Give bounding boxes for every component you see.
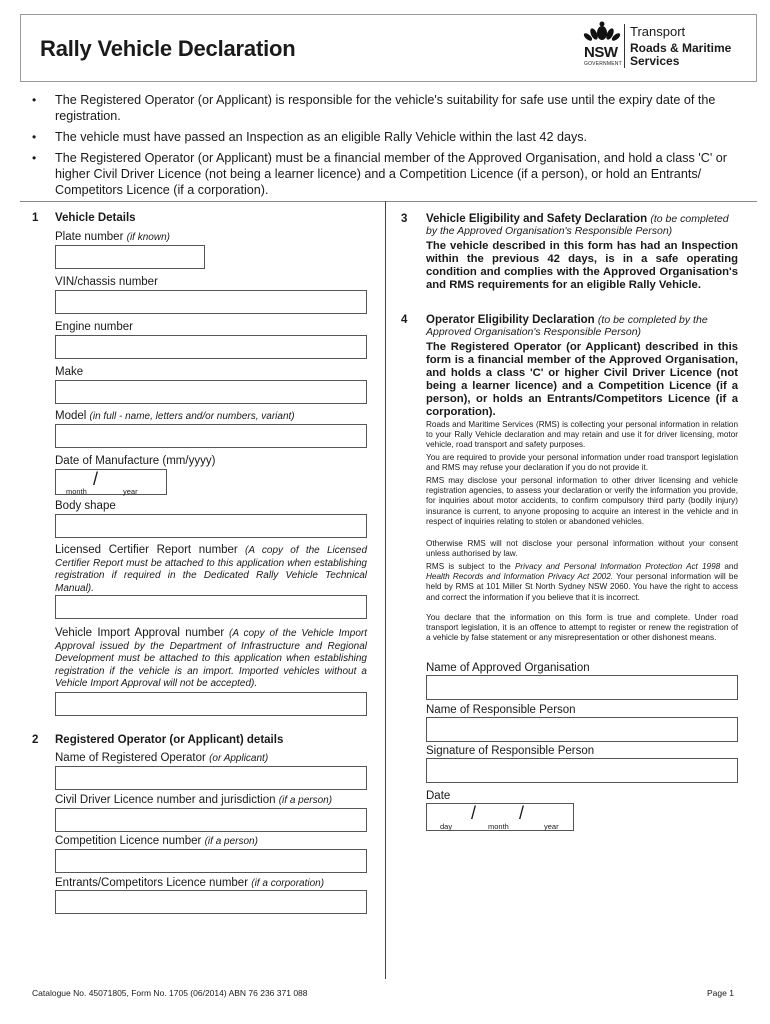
lcr-hint: (A copy of the Licensed Certifier Report must be attached to this application when establishing registration if required in the Dedicated Rally Vehicle Technical Manual).	[55, 545, 368, 594]
make-field[interactable]	[55, 380, 367, 404]
section2-number: 2	[32, 734, 39, 746]
date-slash: /	[93, 469, 99, 489]
bullet-dot: •	[32, 151, 37, 165]
entrants-licence-label-text: Entrants/Competitors Licence number	[55, 877, 249, 889]
competition-licence-label	[55, 835, 258, 847]
logo-transport: Transport	[630, 24, 686, 39]
logo-government: GOVERNMENT	[584, 61, 622, 67]
model-field[interactable]	[55, 424, 367, 448]
operator-name-hint: (or Applicant)	[209, 753, 269, 764]
section3-title	[426, 213, 742, 237]
logo-rms-line2: Services	[630, 54, 680, 68]
catalogue-info: Catalogue No. 45071805, Form No. 1705 (06/2014) ABN 76 236 371 088	[32, 988, 308, 998]
responsible-person-label: Name of Responsible Person	[426, 704, 576, 716]
plate-number-field[interactable]	[55, 245, 205, 269]
section2-title: Registered Operator (or Applicant) details	[55, 734, 284, 746]
privacy-para-4: Otherwise RMS will not disclose your personal information without your consent unless authorised by law.	[426, 539, 738, 559]
privacy-act-pre: RMS is subject to the	[426, 562, 515, 571]
lcr-label-text: Licensed Certifier Report number	[55, 544, 238, 556]
intro-bullets	[32, 92, 744, 203]
privacy-act-post: Your personal information will be held by RMS at 101 Miller St North Sydney NSW 2060. You have the right to access and correct the information if you believe that it is incorrect.	[426, 572, 739, 602]
responsible-person-field[interactable]	[426, 717, 738, 742]
month-caption: month	[66, 487, 87, 496]
privacy-act-mid: and	[720, 562, 739, 571]
org-label: Name of Approved Organisation	[426, 662, 590, 674]
entrants-licence-hint: (if a corporation)	[251, 878, 325, 889]
section3-number: 3	[401, 213, 408, 225]
via-number-field[interactable]	[55, 692, 367, 716]
via-label-text: Vehicle Import Approval number	[55, 627, 225, 639]
year-caption: year	[123, 487, 138, 496]
privacy-para-1: Roads and Maritime Services (RMS) is collecting your personal information in relation to your Rally Vehicle declaration and may retain and use it for driver licensing, motor vehicle, road transport and safety purposes.	[426, 420, 738, 450]
section4-declaration: The Registered Operator (or Applicant) described in this form is a financial member of the Approved Organisation, and holds a class 'C' or higher Civil Driver Licence (not being a learner licence) and a Competition Licence (if a person), or holds an Entrants/Competitors Licence (if a corporation).	[426, 341, 738, 418]
section4-number: 4	[401, 314, 408, 326]
operator-name-label	[55, 752, 268, 764]
month-caption: month	[488, 822, 509, 831]
via-hint: (A copy of the Vehicle Import Approval issued by the Department of Infrastructure and Regional Development must be attached to this application when establishing registration if the vehicle is an import. Imported vehicles without a Vehicle Import Approval will not be accepted).	[55, 628, 367, 689]
operator-name-field[interactable]	[55, 766, 367, 790]
section4-title	[426, 314, 742, 338]
operator-name-label-text: Name of Registered Operator	[55, 752, 206, 764]
civil-licence-hint: (if a person)	[278, 795, 333, 806]
bullet-text: The vehicle must have passed an Inspection as an eligible Rally Vehicle within the last 42 days.	[55, 130, 588, 144]
logo-nsw: NSW	[584, 44, 618, 61]
vin-field[interactable]	[55, 290, 367, 314]
section3-title-text: Vehicle Eligibility and Safety Declaration	[426, 213, 648, 225]
model-hint: (in full - name, letters and/or numbers, variant)	[89, 411, 295, 422]
date-label: Date	[426, 790, 451, 802]
competition-licence-hint: (if a person)	[204, 836, 258, 847]
bullet-text: The Registered Operator (or Applicant) must be a financial member of the Approved Organisation, and hold a class 'C' or higher Civil Driver Licence (not being a learner licence) and a Competition Licence (if a person), or hold an Entrants/ Competitors Licence (if a corporation).	[55, 151, 727, 197]
competition-licence-label-text: Competition Licence number	[55, 835, 202, 847]
plate-hint: (if known)	[126, 232, 170, 243]
vin-label: VIN/chassis number	[55, 276, 158, 288]
privacy-act-para	[426, 562, 738, 603]
section4-title-text: Operator Eligibility Declaration	[426, 314, 595, 326]
date-slash-2: /	[519, 803, 525, 823]
section-divider	[20, 201, 757, 202]
section1-title: Vehicle Details	[55, 212, 136, 224]
page-title: Rally Vehicle Declaration	[40, 36, 296, 61]
waratah-icon	[582, 20, 622, 46]
section3-declaration: The vehicle described in this form has had an Inspection within the previous 42 days, is in a safe operating condition and complies with the Approved Organisation's and RMS requirements for an eligible Rally Vehicle.	[426, 240, 738, 291]
day-caption: day	[440, 822, 453, 831]
section3-hint: (to be completed by the Approved Organisation's Responsible Person)	[426, 213, 729, 237]
competition-licence-field[interactable]	[55, 849, 367, 873]
page-number: Page 1	[707, 988, 734, 998]
plate-label	[55, 231, 170, 243]
logo-divider	[624, 24, 625, 68]
model-label	[55, 410, 295, 422]
entrants-licence-label	[55, 877, 324, 889]
nsw-transport-logo	[582, 20, 742, 72]
body-shape-field[interactable]	[55, 514, 367, 538]
engine-number-field[interactable]	[55, 335, 367, 359]
civil-licence-field[interactable]	[55, 808, 367, 832]
signature-label: Signature of Responsible Person	[426, 745, 595, 757]
civil-licence-label-text: Civil Driver Licence number and jurisdiction	[55, 794, 276, 806]
approved-org-field[interactable]	[426, 675, 738, 700]
date-slash-1: /	[471, 803, 477, 823]
logo-rms-line1: Roads & Maritime	[630, 41, 732, 55]
bullet-dot: •	[32, 93, 37, 107]
truth-declaration: You declare that the information on this form is true and complete. Under road transport legislation, it is an offence to attempt to register or renew the registration of a vehicle by false statement or any misrepresentation or other dishonest means.	[426, 613, 738, 643]
privacy-para-3: RMS may disclose your personal information to other driver licensing and vehicle registration agencies, to assess your declaration or verify the information you provide, for inquiries about motor accidents, to confirm compulsory third party (bodily injury) insurance is current, to anyone proposing to acquire an interest in the vehicle and in respect of inquiries relating to stolen or abandoned vehicles.	[426, 476, 738, 526]
bullet-item	[32, 92, 744, 124]
model-label-text: Model	[55, 410, 87, 422]
bullet-item	[32, 150, 744, 198]
civil-licence-label	[55, 794, 332, 806]
bullet-item	[32, 129, 744, 145]
section1-number: 1	[32, 212, 39, 224]
engine-label: Engine number	[55, 321, 133, 333]
section4-hint: (to be completed by the Approved Organisation's Responsible Person)	[426, 314, 708, 338]
lcr-number-field[interactable]	[55, 595, 367, 619]
dom-label: Date of Manufacture (mm/yyyy)	[55, 455, 216, 467]
via-label	[55, 627, 367, 691]
privacy-act-1: Privacy and Personal Information Protection Act 1998	[514, 562, 721, 571]
bullet-dot: •	[32, 130, 37, 144]
privacy-para-2: You are required to provide your personal information under road transport legislation and RMS may refuse your declaration if you do not provide it.	[426, 453, 738, 473]
lcr-label	[55, 544, 367, 595]
plate-label-text: Plate number	[55, 231, 124, 243]
year-caption: year	[544, 822, 559, 831]
privacy-act-2: Health Records and Information Privacy Act 2002.	[426, 572, 614, 582]
signature-field[interactable]	[426, 758, 738, 783]
column-divider	[385, 201, 386, 979]
body-shape-label: Body shape	[55, 500, 116, 512]
make-label: Make	[55, 366, 84, 378]
entrants-licence-field[interactable]	[55, 890, 367, 914]
bullet-text: The Registered Operator (or Applicant) is responsible for the vehicle's suitability for safe use until the expiry date of the registration.	[55, 93, 716, 123]
